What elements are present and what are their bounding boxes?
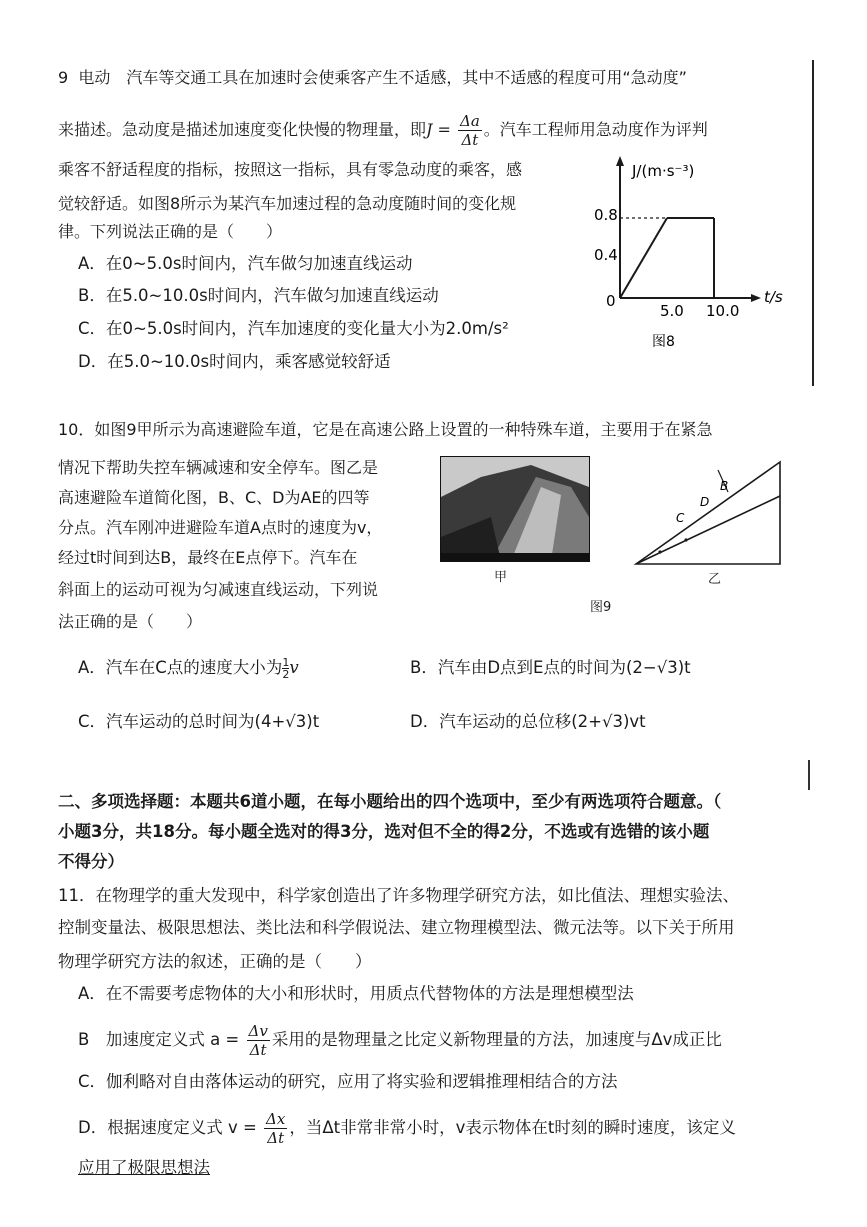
q10-option-d: D．汽车运动的总位移(2+√3)vt bbox=[410, 712, 646, 731]
q11-line-2: 控制变量法、极限思想法、类比法和科学假说法、建立物理模型法、微元法等。以下关于所用 bbox=[58, 918, 735, 937]
section-2-line-2: 小题3分，共18分。每小题全选对的得3分，选对但不全的得2分，不选或有选错的该小题 bbox=[58, 822, 710, 841]
q10-line-3: 高速避险车道简化图，B、C、D为AE的四等 bbox=[58, 488, 370, 507]
figure-8-caption: 图8 bbox=[652, 334, 675, 350]
q9-option-a: A．在0~5.0s时间内，汽车做匀加速直线运动 bbox=[78, 254, 413, 273]
y-axis-arrow bbox=[616, 156, 624, 166]
chart-marks bbox=[620, 218, 714, 298]
q10-line-6: 斜面上的运动可视为匀减速直线运动，下列说 bbox=[58, 580, 379, 599]
q9-number: 9 bbox=[58, 68, 69, 87]
figure-8-chart bbox=[580, 150, 795, 350]
point-d-label: D bbox=[700, 495, 710, 509]
q11-option-b: B 加速度定义式 a = $\frac{\Delta v}{\Delta t}$ 采用的是物理量之比定义新物理量的方法，加速度与Δv成正比 bbox=[78, 1022, 722, 1059]
jerk-formula: $\frac{\Delta a}{\Delta t}$ bbox=[460, 112, 480, 149]
escape-ramp-photo-image bbox=[441, 457, 589, 561]
q11-option-c: C．伽利略对自由落体运动的研究，应用了将实验和逻辑推理相结合的方法 bbox=[78, 1072, 618, 1091]
q10-line-5: 经过t时间到达B，最终在E点停下。汽车在 bbox=[58, 548, 358, 567]
q10-option-c: C．汽车运动的总时间为(4+√3)t bbox=[78, 712, 320, 731]
q9-line-3: 乘客不舒适程度的指标，按照这一指标，具有零急动度的乘客，感 bbox=[58, 160, 523, 179]
acceleration-formula: $\frac{\Delta v}{\Delta t}$ bbox=[248, 1022, 268, 1059]
x-axis-label: t/s bbox=[764, 288, 783, 306]
ramp-point bbox=[684, 538, 687, 541]
page-margin-rule-lower bbox=[808, 760, 810, 790]
y-axis-label: J/(m·s⁻³) bbox=[632, 162, 695, 180]
figure-9-caption: 图9 bbox=[590, 600, 612, 615]
q10-line-2: 情况下帮助失控车辆减速和安全停车。图乙是 bbox=[58, 458, 379, 477]
y-tick-0-8: 0.8 bbox=[594, 206, 618, 224]
x-tick-5: 5.0 bbox=[660, 302, 684, 320]
diagram-caption-yi: 乙 bbox=[708, 572, 722, 587]
q10-option-b: B．汽车由D点到E点的时间为(2−√3)t bbox=[410, 658, 691, 677]
escape-ramp-diagram bbox=[630, 456, 790, 586]
q9-option-b: B．在5.0~10.0s时间内，汽车做匀加速直线运动 bbox=[78, 286, 439, 305]
q9-line-2: 来描述。急动度是描述加速度变化快慢的物理量，即J = $\frac{\Delta a}{\Delta t}$ 。汽车工程师用急动度作为评判 bbox=[58, 112, 708, 149]
escape-ramp-photo bbox=[440, 456, 590, 562]
ramp-point bbox=[658, 550, 661, 553]
photo-caption-jia: 甲 bbox=[494, 570, 508, 585]
x-tick-10: 10.0 bbox=[706, 302, 740, 320]
velocity-formula: $\frac{\Delta x}{\Delta t}$ bbox=[266, 1110, 286, 1147]
ramp-triangle bbox=[636, 462, 780, 564]
q11-line-1: 11．在物理学的重大发现中，科学家创造出了许多物理学研究方法，如比值法、理想实验法、 bbox=[58, 886, 739, 905]
q9-line-5: 律。下列说法正确的是（ ） bbox=[58, 222, 283, 241]
point-b-label: B bbox=[720, 479, 729, 493]
q9-line-4: 觉较舒适。如图8所示为某汽车加速过程的急动度随时间的变化规 bbox=[58, 194, 517, 213]
q9-option-c: C．在0~5.0s时间内，汽车加速度的变化量大小为2.0m/s² bbox=[78, 319, 509, 338]
q10-line-1: 10．如图9甲所示为高速避险车道，它是在高速公路上设置的一种特殊车道，主要用于在紧急 bbox=[58, 420, 713, 439]
q11-option-a: A．在不需要考虑物体的大小和形状时，用质点代替物体的方法是理想模型法 bbox=[78, 984, 634, 1003]
q11-option-d: D．根据速度定义式 v = $\frac{\Delta x}{\Delta t}$ ，当Δt非常非常小时，v表示物体在t时刻的瞬时速度，该定义 bbox=[78, 1110, 736, 1147]
section-2-line-3: 不得分） bbox=[58, 852, 124, 871]
q11-option-d-line-2: 应用了极限思想法 bbox=[78, 1158, 210, 1177]
q9-option-d: D．在5.0~10.0s时间内，乘客感觉较舒适 bbox=[78, 352, 391, 371]
q10-line-4: 分点。汽车刚冲进避险车道A点时的速度为v， bbox=[58, 518, 383, 537]
q10-line-7: 法正确的是（ ） bbox=[58, 612, 203, 631]
q9-line-1 bbox=[58, 66, 687, 90]
y-tick-0-4: 0.4 bbox=[594, 246, 618, 264]
x-axis-arrow bbox=[751, 294, 761, 302]
section-2-line-1: 二、多项选择题：本题共6道小题，在每小题给出的四个选项中，至少有两选项符合题意。（ bbox=[58, 792, 722, 811]
page-margin-rule bbox=[812, 60, 814, 386]
series-segment bbox=[620, 218, 667, 298]
fraction-half: $\frac{1}{2}$ bbox=[282, 656, 290, 681]
q10-option-a: A．汽车在C点的速度大小为 $\frac{1}{2}v$ bbox=[78, 656, 299, 681]
q9-text-1: 电动 汽车等交通工具在加速时会使乘客产生不适感，其中不适感的程度可用“急动度” bbox=[78, 68, 687, 87]
q11-line-3: 物理学研究方法的叙述，正确的是（ ） bbox=[58, 952, 372, 971]
origin-label: 0 bbox=[606, 292, 616, 310]
point-c-label: C bbox=[676, 511, 685, 525]
